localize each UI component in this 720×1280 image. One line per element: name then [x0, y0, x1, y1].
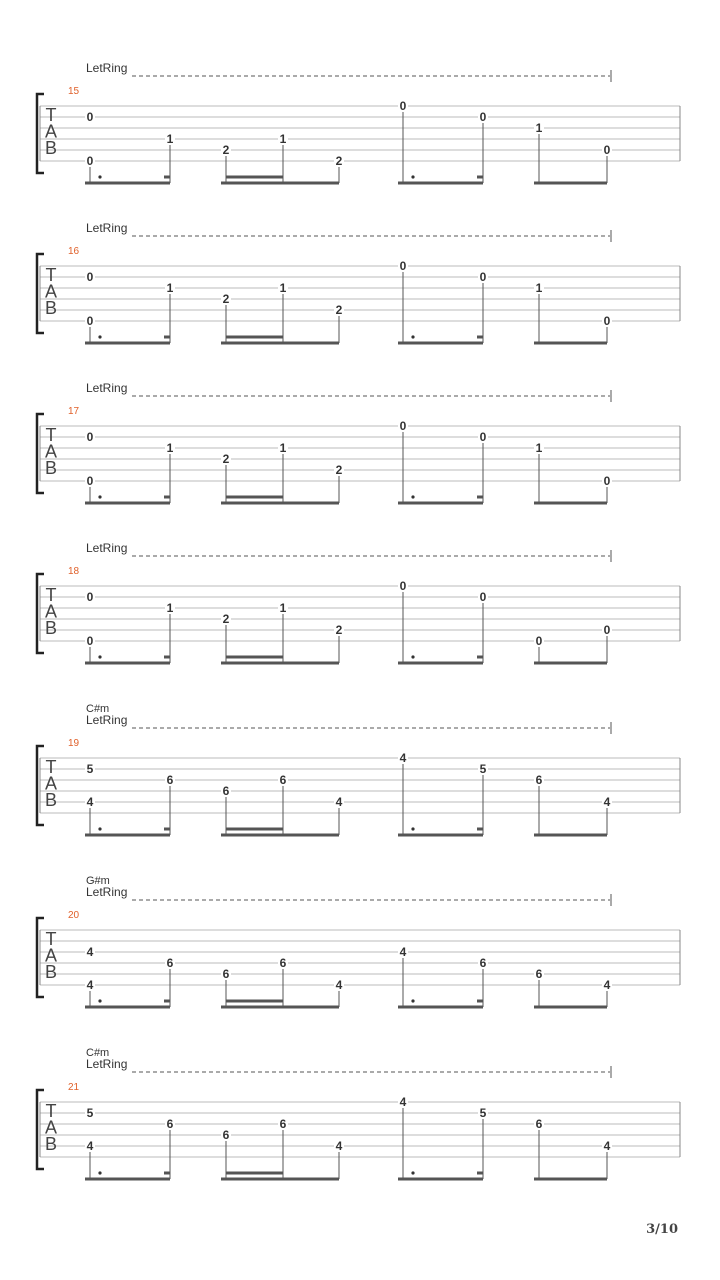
fret-number: 2 [222, 292, 230, 306]
fret-number: 2 [222, 612, 230, 626]
fret-number: 4 [603, 795, 611, 809]
fret-number: 1 [279, 601, 287, 615]
fret-number: 4 [86, 978, 94, 992]
fret-number: 5 [86, 1106, 94, 1120]
rhythm-dot [98, 827, 101, 830]
fret-number: 1 [166, 601, 174, 615]
rhythm-dot [98, 495, 101, 498]
fret-number: 5 [479, 1106, 487, 1120]
fret-number: 4 [335, 1139, 343, 1153]
rhythm-dot [411, 999, 414, 1002]
tab-system-18 [37, 541, 680, 663]
fret-number: 4 [399, 1095, 407, 1109]
fret-number: 1 [535, 441, 543, 455]
fret-number: 6 [166, 773, 174, 787]
fret-number: 0 [86, 270, 94, 284]
tab-system-16 [37, 221, 680, 343]
tab-system-17 [37, 381, 680, 503]
tab-clef-b: B [44, 297, 58, 318]
tab-system-15 [37, 61, 680, 183]
fret-number: 0 [479, 270, 487, 284]
chord-name: C#m [86, 703, 110, 715]
rhythm-dot [411, 495, 414, 498]
tab-clef-a: A [44, 441, 58, 462]
fret-number: 6 [279, 773, 287, 787]
fret-number: 1 [279, 441, 287, 455]
fret-number: 5 [479, 762, 487, 776]
tab-clef-b: B [44, 1133, 58, 1154]
let-ring-label: LetRing [86, 61, 128, 75]
fret-number: 6 [222, 967, 230, 981]
fret-number: 1 [166, 281, 174, 295]
measure-number: 17 [68, 406, 80, 417]
tab-clef-a: A [44, 945, 58, 966]
fret-number: 4 [399, 751, 407, 765]
measure-number: 15 [68, 86, 80, 97]
fret-number: 4 [86, 795, 94, 809]
fret-number: 5 [86, 762, 94, 776]
rhythm-dot [98, 999, 101, 1002]
fret-number: 6 [479, 956, 487, 970]
chord-name: C#m [86, 1047, 110, 1059]
fret-number: 2 [222, 452, 230, 466]
fret-number: 0 [86, 634, 94, 648]
fret-number: 2 [222, 143, 230, 157]
fret-number: 1 [166, 132, 174, 146]
tab-clef-a: A [44, 121, 58, 142]
rhythm-dot [98, 335, 101, 338]
fret-number: 6 [222, 1128, 230, 1142]
fret-number: 2 [335, 303, 343, 317]
fret-number: 4 [335, 795, 343, 809]
fret-number: 0 [86, 110, 94, 124]
fret-number: 6 [535, 773, 543, 787]
measure-number: 19 [68, 738, 80, 749]
tab-system-20 [37, 875, 680, 1007]
fret-number: 0 [399, 99, 407, 113]
tab-system-19 [37, 703, 680, 835]
tab-clef-a: A [44, 281, 58, 302]
fret-number: 0 [86, 314, 94, 328]
tab-clef-t: T [45, 1100, 57, 1121]
fret-number: 0 [479, 110, 487, 124]
let-ring-label: LetRing [86, 713, 128, 727]
rhythm-dot [98, 175, 101, 178]
fret-number: 0 [603, 143, 611, 157]
fret-number: 1 [166, 441, 174, 455]
tab-clef-b: B [44, 961, 58, 982]
fret-number: 0 [86, 154, 94, 168]
fret-number: 4 [603, 1139, 611, 1153]
rhythm-dot [411, 655, 414, 658]
rhythm-dot [411, 335, 414, 338]
let-ring-label: LetRing [86, 221, 128, 235]
tab-clef-a: A [44, 601, 58, 622]
fret-number: 4 [86, 945, 94, 959]
fret-number: 0 [399, 579, 407, 593]
fret-number: 0 [603, 623, 611, 637]
rhythm-dot [411, 175, 414, 178]
fret-number: 2 [335, 623, 343, 637]
fret-number: 0 [86, 474, 94, 488]
rhythm-dot [411, 827, 414, 830]
tab-clef-b: B [44, 789, 58, 810]
let-ring-label: LetRing [86, 381, 128, 395]
fret-number: 1 [279, 132, 287, 146]
rhythm-dot [98, 655, 101, 658]
chord-name: G#m [86, 875, 110, 887]
tab-clef-t: T [45, 424, 57, 445]
measure-number: 21 [68, 1082, 80, 1093]
tab-clef-b: B [44, 617, 58, 638]
fret-number: 0 [399, 259, 407, 273]
fret-number: 0 [603, 314, 611, 328]
fret-number: 2 [335, 463, 343, 477]
tab-clef-b: B [44, 137, 58, 158]
fret-number: 1 [535, 281, 543, 295]
measure-number: 18 [68, 566, 80, 577]
rhythm-dot [98, 1171, 101, 1174]
fret-number: 4 [335, 978, 343, 992]
fret-number: 6 [166, 1117, 174, 1131]
fret-number: 0 [603, 474, 611, 488]
tab-clef-t: T [45, 264, 57, 285]
let-ring-label: LetRing [86, 541, 128, 555]
fret-number: 6 [222, 784, 230, 798]
fret-number: 0 [86, 430, 94, 444]
fret-number: 6 [166, 956, 174, 970]
fret-number: 1 [279, 281, 287, 295]
fret-number: 0 [479, 590, 487, 604]
tab-clef-t: T [45, 756, 57, 777]
tab-clef-a: A [44, 773, 58, 794]
tab-clef-b: B [44, 457, 58, 478]
fret-number: 2 [335, 154, 343, 168]
let-ring-label: LetRing [86, 885, 128, 899]
fret-number: 0 [86, 590, 94, 604]
measure-number: 16 [68, 246, 80, 257]
let-ring-label: LetRing [86, 1057, 128, 1071]
fret-number: 6 [535, 1117, 543, 1131]
fret-number: 6 [535, 967, 543, 981]
tab-clef-t: T [45, 584, 57, 605]
measure-number: 20 [68, 910, 80, 921]
fret-number: 0 [479, 430, 487, 444]
fret-number: 6 [279, 956, 287, 970]
fret-number: 6 [279, 1117, 287, 1131]
rhythm-dot [411, 1171, 414, 1174]
tab-clef-t: T [45, 928, 57, 949]
page-number: 3/10 [646, 1222, 678, 1237]
fret-number: 1 [535, 121, 543, 135]
fret-number: 4 [603, 978, 611, 992]
fret-number: 4 [399, 945, 407, 959]
tab-clef-a: A [44, 1117, 58, 1138]
fret-number: 4 [86, 1139, 94, 1153]
tab-system-21 [37, 1047, 680, 1179]
fret-number: 0 [535, 634, 543, 648]
fret-number: 0 [399, 419, 407, 433]
tab-clef-t: T [45, 104, 57, 125]
